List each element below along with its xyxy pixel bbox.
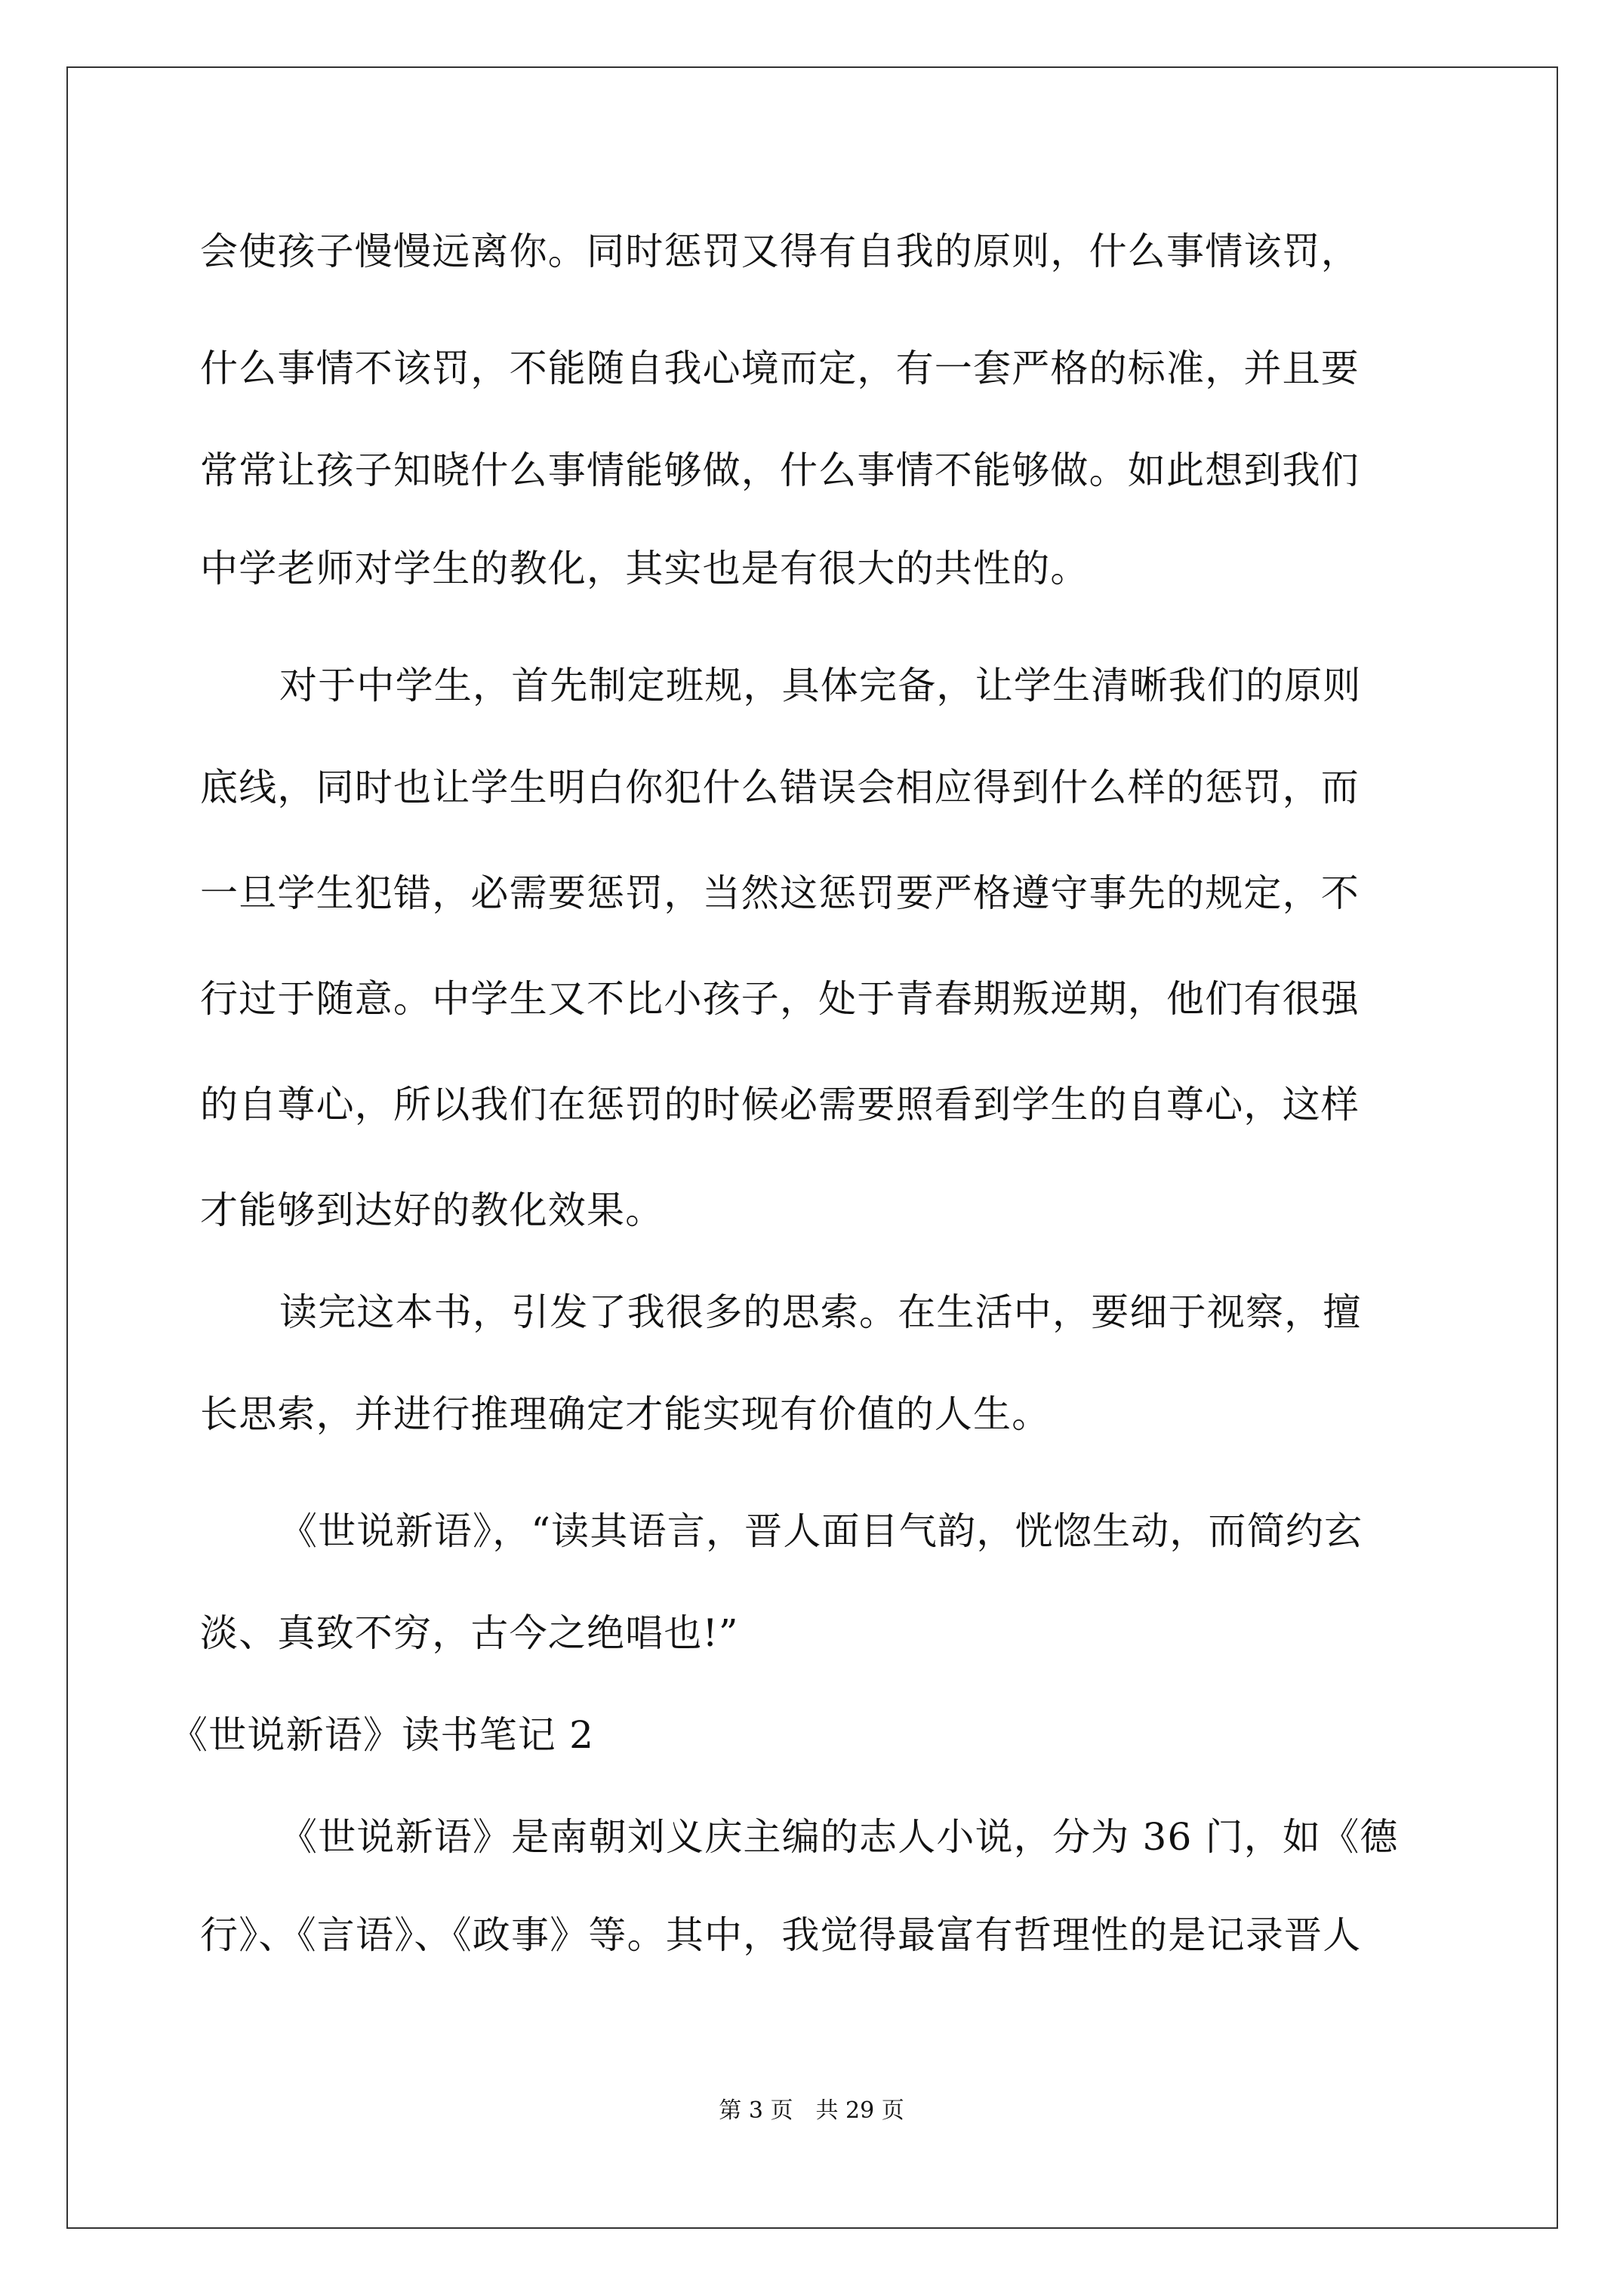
- body-line-8: 行过于随意。中学生又不比小孩子，处于青春期叛逆期，他们有很强: [200, 977, 1360, 1021]
- body-line-11: 读完这本书，引发了我很多的思索。在生活中，要细于视察，擅: [279, 1290, 1362, 1334]
- body-line-6: 底线，同时也让学生明白你犯什么错误会相应得到什么样的惩罚，而: [200, 766, 1360, 809]
- body-line-14: 淡、真致不穷，古今之绝唱也!”: [200, 1611, 739, 1655]
- body-line-4: 中学老师对学生的教化，其实也是有很大的共性的。: [200, 547, 1089, 590]
- body-line-10: 才能够到达好的教化效果。: [200, 1188, 664, 1232]
- body-line-7: 一旦学生犯错，必需要惩罚，当然这惩罚要严格遵守事先的规定，不: [200, 871, 1360, 915]
- body-line-16: 行》、《言语》、《政事》等。其中，我觉得最富有哲理性的是记录晋人: [200, 1913, 1362, 1957]
- body-line-15: 《世说新语》是南朝刘义庆主编的志人小说，分为 36 门，如《德: [279, 1815, 1399, 1859]
- section-heading: 《世说新语》读书笔记 2: [170, 1713, 595, 1757]
- body-line-2: 什么事情不该罚，不能随自我心境而定，有一套严格的标准，并且要: [200, 347, 1360, 390]
- body-line-3: 常常让孩子知晓什么事情能够做，什么事情不能够做。如此想到我们: [200, 448, 1360, 492]
- page-number-footer: 第 3 页 共 29 页: [719, 2097, 904, 2124]
- body-line-1: 会使孩子慢慢远离你。同时惩罚又得有自我的原则，什么事情该罚，: [200, 230, 1360, 273]
- body-line-9: 的自尊心，所以我们在惩罚的时候必需要照看到学生的自尊心，这样: [200, 1083, 1360, 1126]
- body-line-12: 长思索，并进行推理确定才能实现有价值的人生。: [200, 1392, 1051, 1436]
- body-line-13: 《世说新语》，“读其语言，晋人面目气韵，恍惚生动，而简约玄: [279, 1509, 1363, 1553]
- body-line-5: 对于中学生，首先制定班规，具体完备，让学生清晰我们的原则: [279, 664, 1362, 707]
